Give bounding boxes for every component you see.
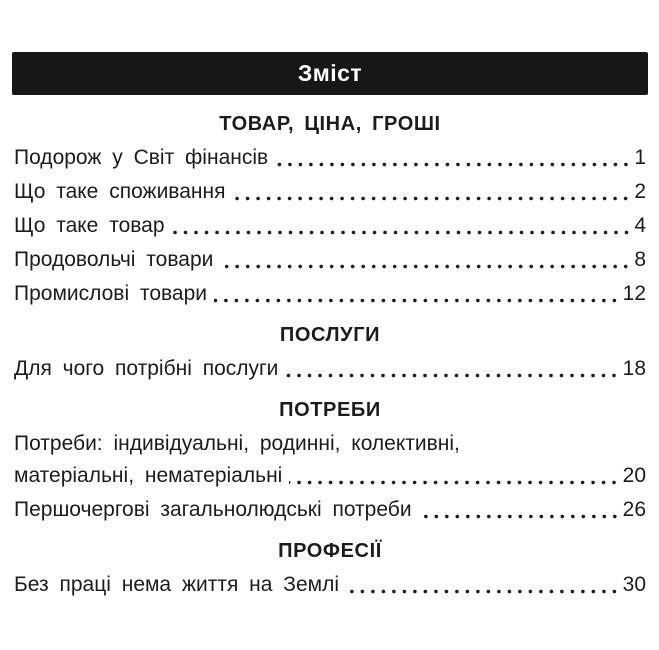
toc-entry xyxy=(14,282,646,306)
entry-title: Потреби: індивідуальні, родинні, колективні, xyxy=(14,432,460,455)
toc-content xyxy=(0,112,659,597)
page-number: 30 xyxy=(622,573,646,596)
page-number: 18 xyxy=(622,357,646,380)
toc-entry xyxy=(14,498,646,522)
entry-title: Продовольчі товари xyxy=(14,248,214,271)
banner-title: Зміст xyxy=(297,60,363,86)
dot-leader xyxy=(214,298,620,303)
entry-title: Подорож у Світ фінансів xyxy=(14,146,269,169)
toc-entry xyxy=(14,573,646,597)
page-number: 1 xyxy=(634,146,646,169)
dot-leader xyxy=(172,230,632,235)
entry-title: Що таке товар xyxy=(14,214,165,237)
toc-entry xyxy=(14,214,646,238)
toc-entry xyxy=(14,357,646,381)
toc-entry xyxy=(14,146,646,170)
dot-leader xyxy=(419,514,620,519)
section-heading-posluhy: ПОСЛУГИ xyxy=(279,324,381,346)
entry-title: матеріальні, нематеріальні xyxy=(14,464,283,487)
entry-title: Що таке споживання xyxy=(14,180,226,203)
entry-title: Промислові товари xyxy=(14,282,208,305)
section-heading-potreby: ПОТРЕБИ xyxy=(279,399,381,421)
toc-entry-wrapped-line1 xyxy=(14,432,646,456)
toc-entry xyxy=(14,248,646,272)
section-heading-tovar-tsina-hroshi: ТОВАР, ЦІНА, ГРОШІ xyxy=(219,113,441,135)
dot-leader xyxy=(220,264,631,269)
dot-leader xyxy=(346,589,620,594)
contents-banner xyxy=(12,52,648,95)
toc-entry-wrapped-line2 xyxy=(14,464,646,488)
section-heading-profesii: ПРОФЕСІЇ xyxy=(278,540,382,562)
dot-leader xyxy=(289,480,619,485)
dot-leader xyxy=(285,373,619,378)
dot-leader xyxy=(232,196,631,201)
page-number: 20 xyxy=(622,464,646,487)
page-number: 26 xyxy=(622,498,646,521)
entry-title: Без праці нема життя на Землі xyxy=(14,573,339,596)
page-number: 12 xyxy=(622,282,646,305)
toc-entry xyxy=(14,180,646,204)
dot-leader xyxy=(275,162,631,167)
entry-title: Для чого потрібні послуги xyxy=(14,357,279,380)
page-number: 2 xyxy=(634,180,646,203)
page-number: 8 xyxy=(634,248,646,271)
entry-title: Першочергові загальнолюдські потреби xyxy=(14,498,412,521)
page-number: 4 xyxy=(634,214,646,237)
